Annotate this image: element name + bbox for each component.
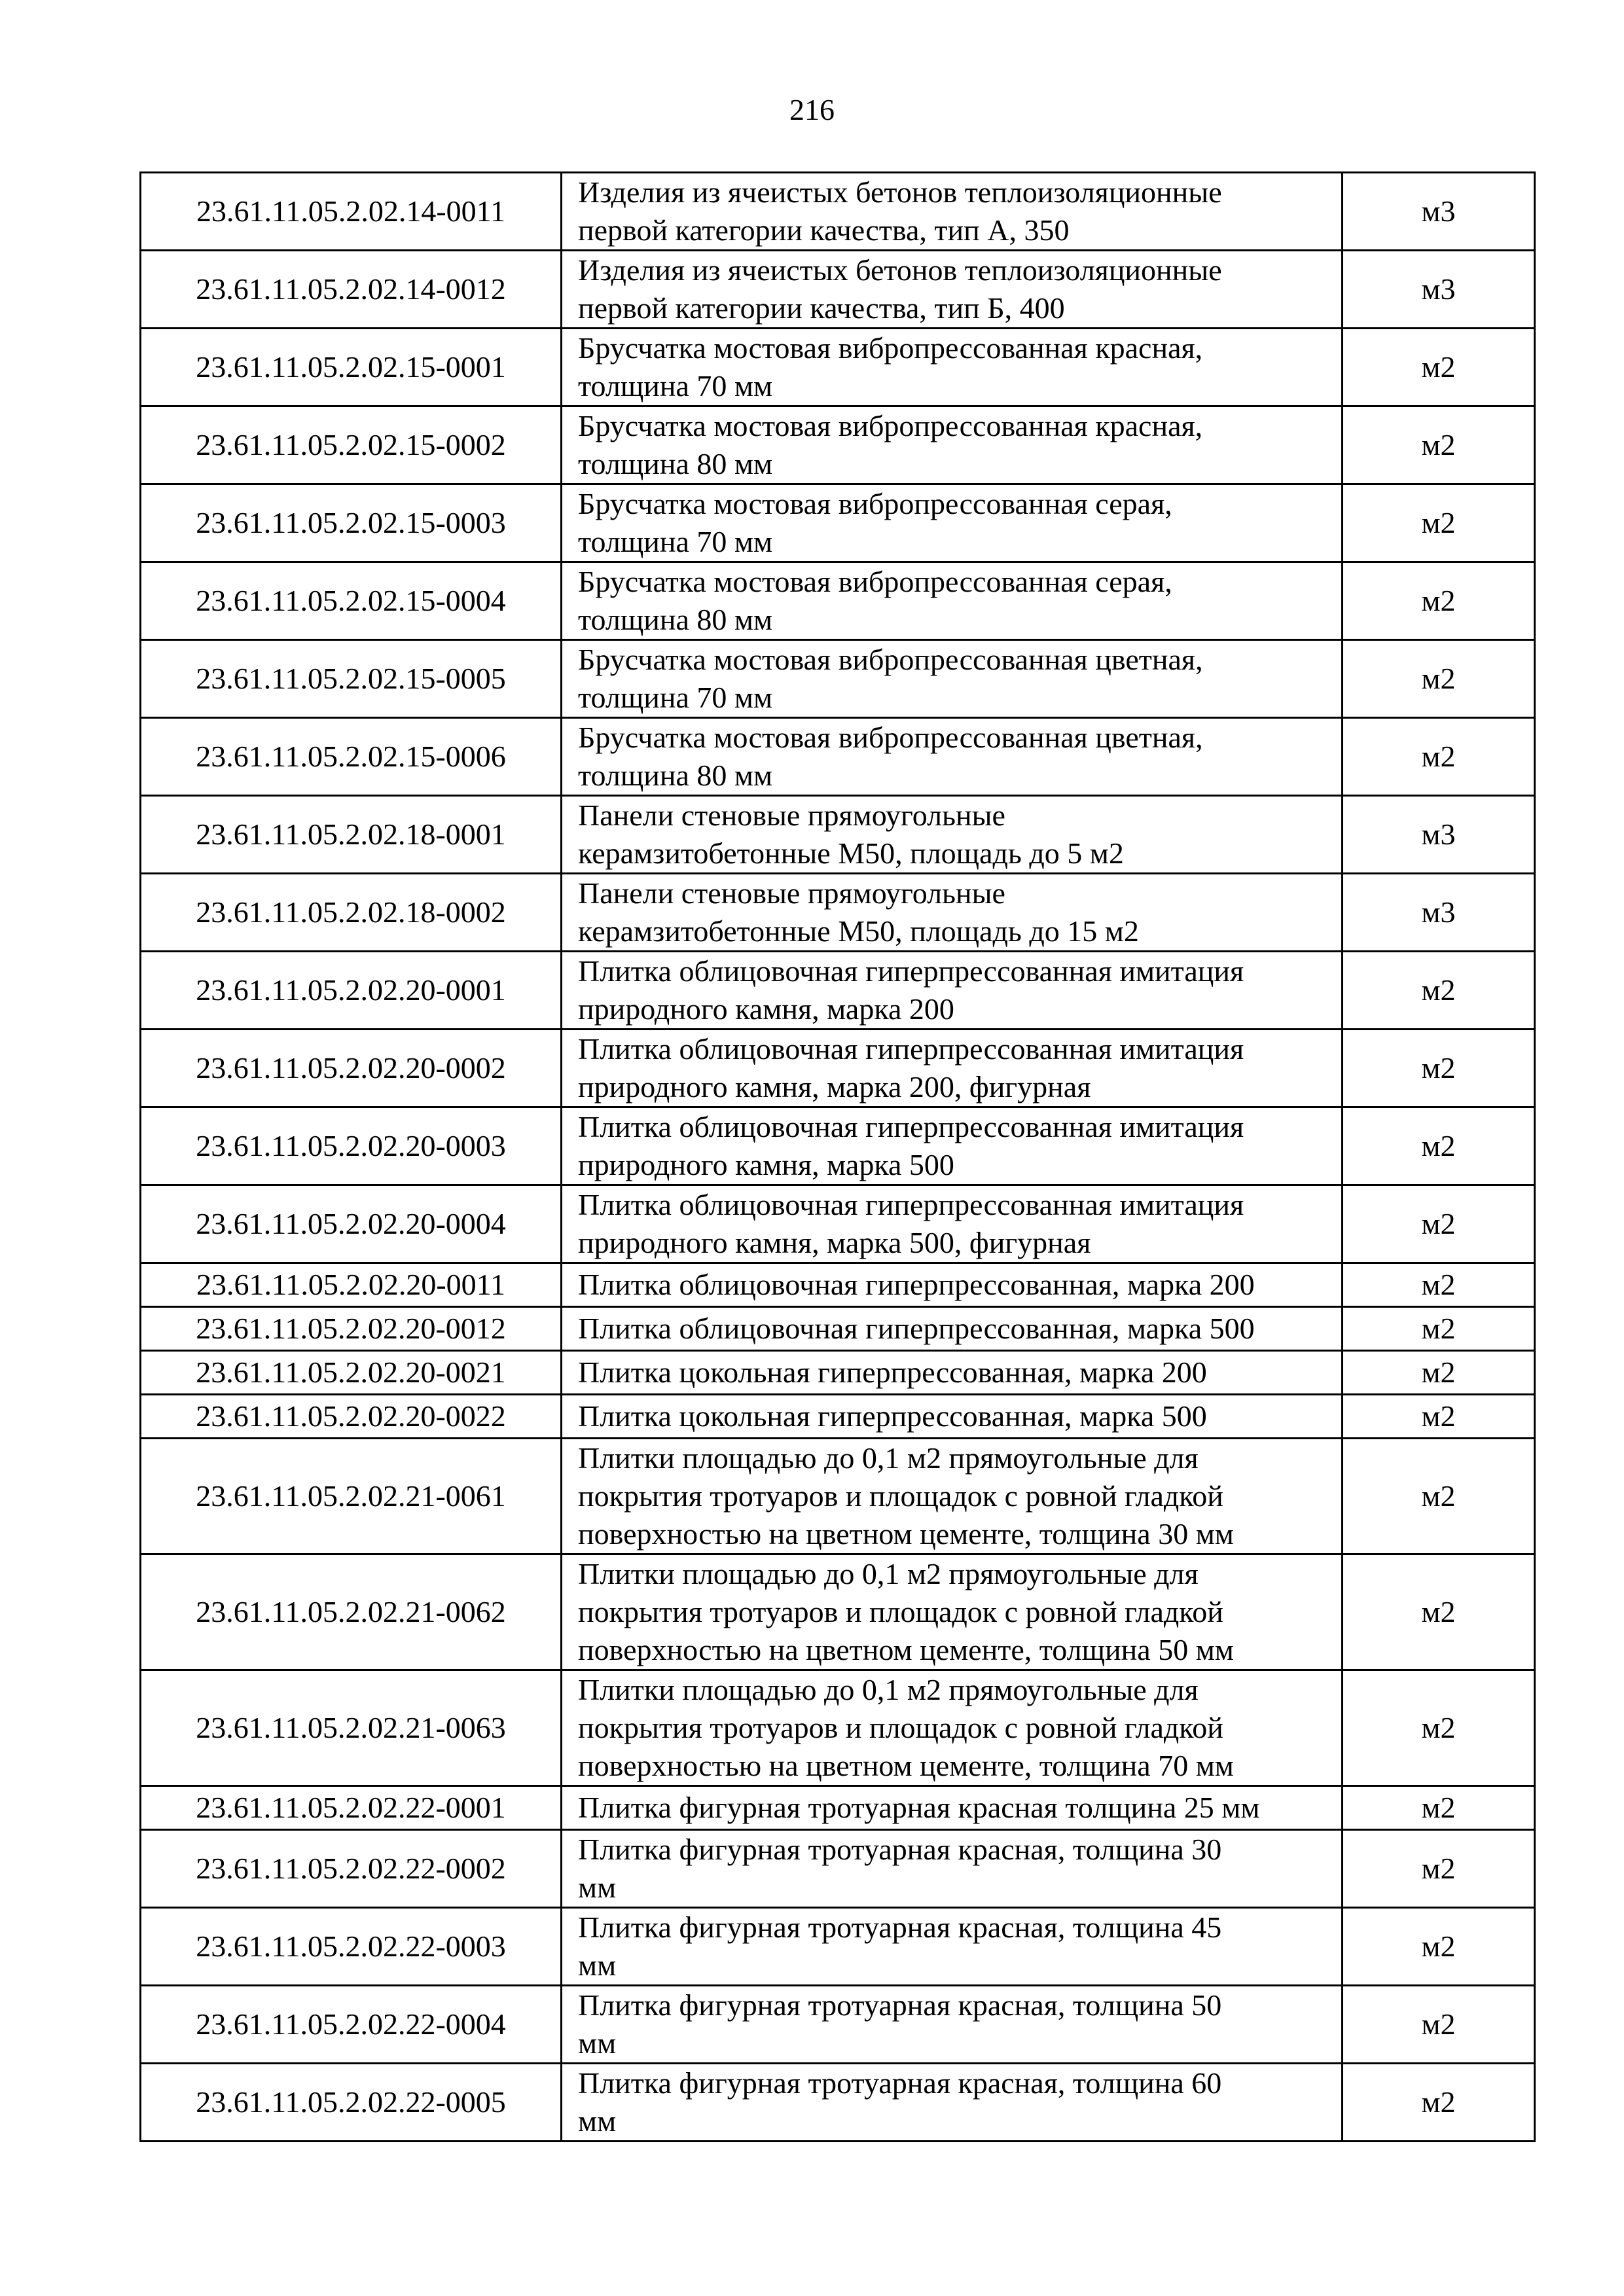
- unit-of-measure: м3: [1343, 173, 1535, 251]
- resource-code: 23.61.11.05.2.02.21-0061: [141, 1439, 562, 1554]
- resource-description: Плитка облицовочная гиперпрессованная, марка 500: [562, 1307, 1343, 1351]
- resource-code: 23.61.11.05.2.02.15-0004: [141, 562, 562, 640]
- table-row: [141, 1030, 1535, 1107]
- resource-description: Плитка фигурная тротуарная красная, толщина 45 мм: [562, 1908, 1343, 1986]
- resource-description: Плитки площадью до 0,1 м2 прямоугольные для покрытия тротуаров и площадок с ровной гладкой поверхностью на цветном цементе, толщина 70 мм: [562, 1670, 1343, 1786]
- resource-code: 23.61.11.05.2.02.15-0006: [141, 718, 562, 796]
- resource-code: 23.61.11.05.2.02.20-0001: [141, 952, 562, 1030]
- table-row: [141, 1307, 1535, 1351]
- resource-description: Плитка фигурная тротуарная красная толщина 25 мм: [562, 1786, 1343, 1830]
- table-row: [141, 1786, 1535, 1830]
- resource-description: Плитка облицовочная гиперпрессованная имитация природного камня, марка 200, фигурная: [562, 1030, 1343, 1107]
- page-number: 216: [789, 93, 835, 126]
- unit-of-measure: м2: [1343, 1908, 1535, 1986]
- table-body: [141, 173, 1535, 2142]
- unit-of-measure: м2: [1343, 1786, 1535, 1830]
- resource-code: 23.61.11.05.2.02.20-0022: [141, 1395, 562, 1439]
- resource-description: Плитка цокольная гиперпрессованная, марка 200: [562, 1351, 1343, 1395]
- table-row: [141, 874, 1535, 952]
- resource-description: Плитка облицовочная гиперпрессованная имитация природного камня, марка 500, фигурная: [562, 1185, 1343, 1263]
- resource-description: Плитки площадью до 0,1 м2 прямоугольные для покрытия тротуаров и площадок с ровной гладкой поверхностью на цветном цементе, толщина 30 мм: [562, 1439, 1343, 1554]
- table-row: [141, 2064, 1535, 2142]
- resource-code: 23.61.11.05.2.02.21-0063: [141, 1670, 562, 1786]
- table-row: [141, 1107, 1535, 1185]
- table-row: [141, 406, 1535, 484]
- resource-description: Плитка облицовочная гиперпрессованная имитация природного камня, марка 200: [562, 952, 1343, 1030]
- resource-description: Плитка фигурная тротуарная красная, толщина 60 мм: [562, 2064, 1343, 2142]
- resource-code: 23.61.11.05.2.02.20-0021: [141, 1351, 562, 1395]
- unit-of-measure: м2: [1343, 952, 1535, 1030]
- table-row: [141, 1263, 1535, 1307]
- table-row: [141, 1185, 1535, 1263]
- resource-description: Брусчатка мостовая вибропрессованная цветная, толщина 70 мм: [562, 640, 1343, 718]
- unit-of-measure: м2: [1343, 1030, 1535, 1107]
- table-row: [141, 251, 1535, 329]
- table-row: [141, 1986, 1535, 2064]
- unit-of-measure: м2: [1343, 1263, 1535, 1307]
- resource-description: Панели стеновые прямоугольные керамзитобетонные М50, площадь до 5 м2: [562, 796, 1343, 874]
- unit-of-measure: м2: [1343, 1830, 1535, 1908]
- unit-of-measure: м2: [1343, 1107, 1535, 1185]
- resource-code: 23.61.11.05.2.02.18-0002: [141, 874, 562, 952]
- resource-description: Плитка облицовочная гиперпрессованная, марка 200: [562, 1263, 1343, 1307]
- resource-description: Брусчатка мостовая вибропрессованная серая, толщина 70 мм: [562, 484, 1343, 562]
- unit-of-measure: м3: [1343, 796, 1535, 874]
- unit-of-measure: м2: [1343, 718, 1535, 796]
- unit-of-measure: м2: [1343, 406, 1535, 484]
- resource-code: 23.61.11.05.2.02.22-0005: [141, 2064, 562, 2142]
- resource-table: [139, 171, 1536, 2142]
- resource-description: Изделия из ячеистых бетонов теплоизоляционные первой категории качества, тип Б, 400: [562, 251, 1343, 329]
- resource-description: Панели стеновые прямоугольные керамзитобетонные М50, площадь до 15 м2: [562, 874, 1343, 952]
- unit-of-measure: м2: [1343, 1395, 1535, 1439]
- resource-description: Брусчатка мостовая вибропрессованная серая, толщина 80 мм: [562, 562, 1343, 640]
- resource-code: 23.61.11.05.2.02.22-0004: [141, 1986, 562, 2064]
- unit-of-measure: м2: [1343, 1439, 1535, 1554]
- resource-code: 23.61.11.05.2.02.20-0011: [141, 1263, 562, 1307]
- resource-description: Плитка фигурная тротуарная красная, толщина 50 мм: [562, 1986, 1343, 2064]
- resource-code: 23.61.11.05.2.02.20-0004: [141, 1185, 562, 1263]
- table-row: [141, 1439, 1535, 1554]
- resource-description: Брусчатка мостовая вибропрессованная красная, толщина 70 мм: [562, 329, 1343, 406]
- resource-description: Плитки площадью до 0,1 м2 прямоугольные для покрытия тротуаров и площадок с ровной гладкой поверхностью на цветном цементе, толщина 50 мм: [562, 1554, 1343, 1670]
- resource-description: Плитка облицовочная гиперпрессованная имитация природного камня, марка 500: [562, 1107, 1343, 1185]
- resource-code: 23.61.11.05.2.02.20-0003: [141, 1107, 562, 1185]
- table-row: [141, 796, 1535, 874]
- resource-code: 23.61.11.05.2.02.20-0002: [141, 1030, 562, 1107]
- unit-of-measure: м3: [1343, 874, 1535, 952]
- table-row: [141, 562, 1535, 640]
- resource-code: 23.61.11.05.2.02.14-0012: [141, 251, 562, 329]
- unit-of-measure: м2: [1343, 1986, 1535, 2064]
- resource-code: 23.61.11.05.2.02.14-0011: [141, 173, 562, 251]
- table-row: [141, 1554, 1535, 1670]
- unit-of-measure: м2: [1343, 2064, 1535, 2142]
- resource-code: 23.61.11.05.2.02.22-0002: [141, 1830, 562, 1908]
- table-row: [141, 1351, 1535, 1395]
- resource-code: 23.61.11.05.2.02.15-0001: [141, 329, 562, 406]
- table-row: [141, 484, 1535, 562]
- resource-code: 23.61.11.05.2.02.15-0003: [141, 484, 562, 562]
- resource-description: Брусчатка мостовая вибропрессованная красная, толщина 80 мм: [562, 406, 1343, 484]
- table-row: [141, 640, 1535, 718]
- resource-code: 23.61.11.05.2.02.22-0001: [141, 1786, 562, 1830]
- table-row: [141, 1830, 1535, 1908]
- resource-description: Брусчатка мостовая вибропрессованная цветная, толщина 80 мм: [562, 718, 1343, 796]
- resource-code: 23.61.11.05.2.02.20-0012: [141, 1307, 562, 1351]
- unit-of-measure: м2: [1343, 1554, 1535, 1670]
- table-row: [141, 329, 1535, 406]
- table-row: [141, 173, 1535, 251]
- table-row: [141, 1908, 1535, 1986]
- unit-of-measure: м2: [1343, 1351, 1535, 1395]
- table-row: [141, 1395, 1535, 1439]
- resource-description: Плитка цокольная гиперпрессованная, марка 500: [562, 1395, 1343, 1439]
- unit-of-measure: м2: [1343, 484, 1535, 562]
- unit-of-measure: м2: [1343, 640, 1535, 718]
- resource-code: 23.61.11.05.2.02.21-0062: [141, 1554, 562, 1670]
- table-row: [141, 718, 1535, 796]
- resource-code: 23.61.11.05.2.02.15-0005: [141, 640, 562, 718]
- unit-of-measure: м2: [1343, 1185, 1535, 1263]
- unit-of-measure: м2: [1343, 329, 1535, 406]
- unit-of-measure: м2: [1343, 562, 1535, 640]
- unit-of-measure: м2: [1343, 1307, 1535, 1351]
- resource-description: Плитка фигурная тротуарная красная, толщина 30 мм: [562, 1830, 1343, 1908]
- resource-description: Изделия из ячеистых бетонов теплоизоляционные первой категории качества, тип А, 350: [562, 173, 1343, 251]
- unit-of-measure: м2: [1343, 1670, 1535, 1786]
- resource-code: 23.61.11.05.2.02.15-0002: [141, 406, 562, 484]
- table-row: [141, 952, 1535, 1030]
- unit-of-measure: м3: [1343, 251, 1535, 329]
- table-row: [141, 1670, 1535, 1786]
- resource-code: 23.61.11.05.2.02.22-0003: [141, 1908, 562, 1986]
- resource-code: 23.61.11.05.2.02.18-0001: [141, 796, 562, 874]
